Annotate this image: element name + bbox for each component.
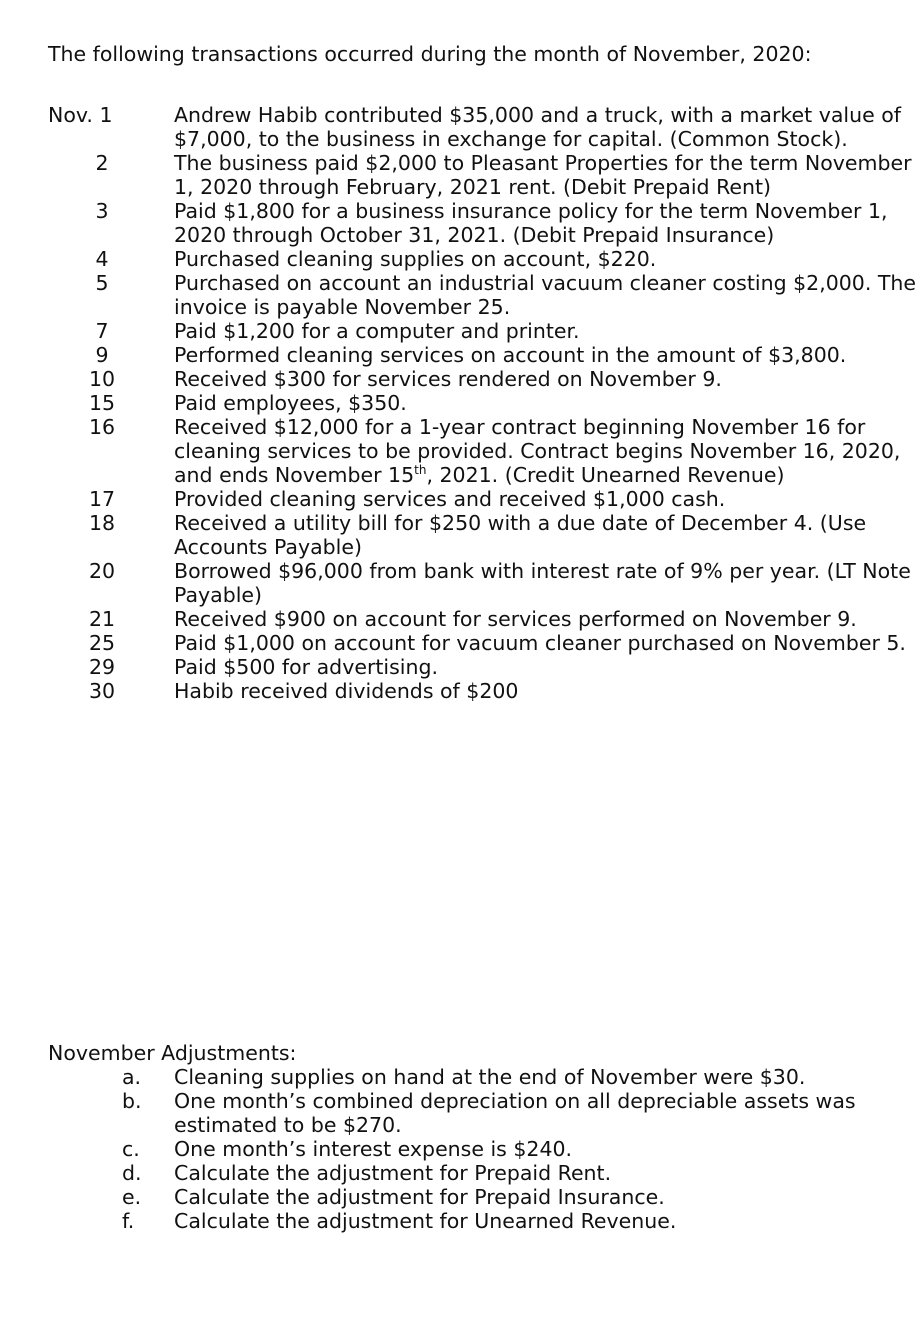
transaction-row bbox=[48, 559, 921, 607]
adjustments-list bbox=[48, 1065, 921, 1233]
adjustment-row bbox=[48, 1161, 921, 1185]
adjustment-letter: a. bbox=[122, 1065, 142, 1089]
transaction-description: Paid $1,800 for a business insurance policy for the term November 1, 2020 through October 31, 2021. (Debit Prepaid Insurance) bbox=[174, 199, 888, 247]
transaction-date: 25 bbox=[88, 631, 116, 655]
adjustment-description: One month’s combined depreciation on all depreciable assets was estimated to be $270. bbox=[174, 1089, 856, 1137]
transaction-description: Paid $1,200 for a computer and printer. bbox=[174, 319, 580, 343]
adjustment-row bbox=[48, 1185, 921, 1209]
transaction-date: 2 bbox=[95, 151, 109, 175]
adjustment-row bbox=[48, 1137, 921, 1161]
transaction-date: 3 bbox=[95, 199, 109, 223]
ordinal-suffix: th bbox=[414, 463, 427, 478]
transaction-row bbox=[48, 199, 921, 247]
transaction-row bbox=[48, 343, 921, 367]
transaction-description: Borrowed $96,000 from bank with interest rate of 9% per year. (LT Note Payable) bbox=[174, 559, 911, 607]
transaction-date: 7 bbox=[95, 319, 109, 343]
transaction-description-part: , 2021. (Credit Unearned Revenue) bbox=[426, 463, 785, 487]
transaction-description: The business paid $2,000 to Pleasant Properties for the term November 1, 2020 through February, 2021 rent. (Debit Prepaid Rent) bbox=[174, 151, 912, 199]
adjustment-description: Calculate the adjustment for Unearned Revenue. bbox=[174, 1209, 677, 1233]
transaction-description bbox=[174, 415, 921, 487]
transaction-description: Andrew Habib contributed $35,000 and a truck, with a market value of $7,000, to the business in exchange for capital. (Common Stock). bbox=[174, 103, 901, 151]
adjustments-heading: November Adjustments: bbox=[48, 1041, 297, 1065]
transaction-date: 29 bbox=[88, 655, 116, 679]
transaction-row bbox=[48, 415, 921, 487]
transaction-row bbox=[48, 511, 921, 559]
transaction-description: Provided cleaning services and received $1,000 cash. bbox=[174, 487, 726, 511]
adjustment-row bbox=[48, 1089, 921, 1137]
adjustment-description: Cleaning supplies on hand at the end of November were $30. bbox=[174, 1065, 806, 1089]
transaction-description: Paid $1,000 on account for vacuum cleaner purchased on November 5. bbox=[174, 631, 906, 655]
transaction-row bbox=[48, 391, 921, 415]
transaction-description: Performed cleaning services on account in the amount of $3,800. bbox=[174, 343, 847, 367]
transaction-date: 9 bbox=[95, 343, 109, 367]
transaction-description: Received $900 on account for services performed on November 9. bbox=[174, 607, 857, 631]
transaction-row bbox=[48, 487, 921, 511]
adjustment-description: Calculate the adjustment for Prepaid Rent. bbox=[174, 1161, 612, 1185]
transaction-description: Paid employees, $350. bbox=[174, 391, 407, 415]
transaction-date: 17 bbox=[88, 487, 116, 511]
transaction-row bbox=[48, 655, 921, 679]
transaction-description-part: Received $12,000 for a 1-year contract beginning November 16 for cleaning services to be provided. Contract begins November 16, 2020, and ends November 15 bbox=[174, 415, 901, 487]
transaction-date: 4 bbox=[95, 247, 109, 271]
transaction-date: 21 bbox=[88, 607, 116, 631]
transaction-list bbox=[48, 103, 921, 703]
transaction-description: Purchased cleaning supplies on account, $220. bbox=[174, 247, 657, 271]
adjustment-letter: e. bbox=[122, 1185, 142, 1209]
transaction-description: Purchased on account an industrial vacuum cleaner costing $2,000. The invoice is payable November 25. bbox=[174, 271, 917, 319]
transaction-row bbox=[48, 367, 921, 391]
transaction-date: Nov. 1 bbox=[48, 103, 113, 127]
adjustment-letter: b. bbox=[122, 1089, 142, 1113]
adjustment-row bbox=[48, 1209, 921, 1233]
intro-text: The following transactions occurred during the month of November, 2020: bbox=[48, 42, 812, 66]
transaction-row bbox=[48, 103, 921, 151]
transaction-date: 5 bbox=[95, 271, 109, 295]
transaction-row bbox=[48, 271, 921, 319]
adjustment-row bbox=[48, 1065, 921, 1089]
transaction-description: Received $300 for services rendered on November 9. bbox=[174, 367, 722, 391]
transaction-date: 16 bbox=[88, 415, 116, 439]
transaction-row bbox=[48, 679, 921, 703]
transaction-date: 15 bbox=[88, 391, 116, 415]
adjustment-description: Calculate the adjustment for Prepaid Insurance. bbox=[174, 1185, 665, 1209]
transaction-row bbox=[48, 607, 921, 631]
transaction-row bbox=[48, 151, 921, 199]
transaction-date: 20 bbox=[88, 559, 116, 583]
transaction-description: Received a utility bill for $250 with a due date of December 4. (Use Accounts Payable) bbox=[174, 511, 867, 559]
transaction-row bbox=[48, 319, 921, 343]
transaction-row bbox=[48, 631, 921, 655]
transaction-date: 18 bbox=[88, 511, 116, 535]
transaction-row bbox=[48, 247, 921, 271]
adjustment-letter: d. bbox=[122, 1161, 142, 1185]
transaction-date: 10 bbox=[88, 367, 116, 391]
transaction-description: Habib received dividends of $200 bbox=[174, 679, 519, 703]
transaction-date: 30 bbox=[88, 679, 116, 703]
adjustment-description: One month’s interest expense is $240. bbox=[174, 1137, 573, 1161]
adjustment-letter: f. bbox=[122, 1209, 135, 1233]
adjustment-letter: c. bbox=[122, 1137, 140, 1161]
transaction-description: Paid $500 for advertising. bbox=[174, 655, 438, 679]
